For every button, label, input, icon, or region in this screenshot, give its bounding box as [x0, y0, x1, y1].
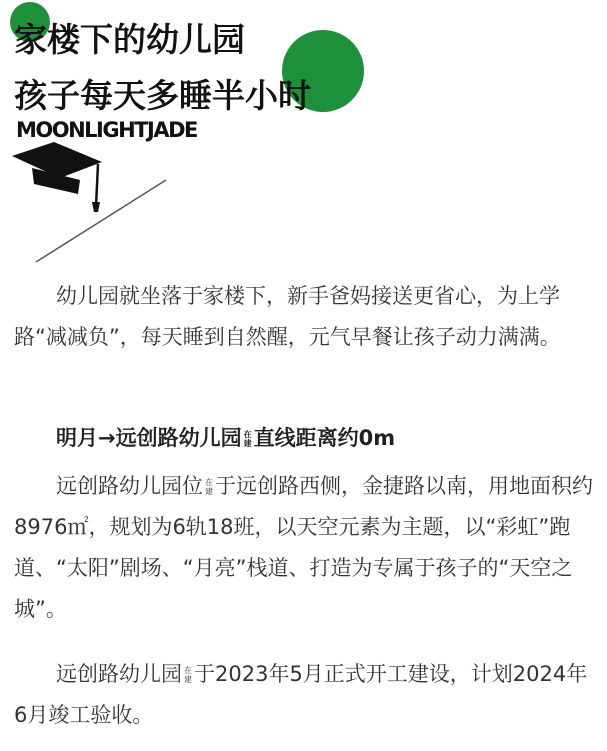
route-prefix: 明月→远创路幼儿园 [56, 426, 242, 450]
route-distance-line [56, 422, 395, 452]
brand-wordmark: MOONLIGHTJADE [16, 118, 197, 142]
schedule-suffix: 于2023年5月正式开工建设，计划2024年6月竣工验收。 [14, 662, 588, 727]
location-suffix: 于远创路西侧，金捷路以南，用地面积约8976㎡，规划为6轨18班，以天空元素为主题，以“彩虹”跑道、“太阳”剧场、“月亮”栈道、打造为专属于孩子的“天空之城”。 [14, 474, 593, 621]
graduation-cap-icon [10, 138, 110, 218]
under-construction-tag: 在 建 [184, 666, 192, 684]
paragraph-location [14, 466, 594, 630]
headline-line-2: 孩子每天多睡半小时 [14, 76, 311, 115]
paragraph-schedule [14, 654, 594, 736]
under-construction-tag: 在 建 [243, 430, 252, 448]
under-construction-tag: 在 建 [205, 478, 213, 496]
paragraph-intro: 幼儿园就坐落于家楼下，新手爸妈接送更省心，为上学路“减减负”，每天睡到自然醒，元气早餐让孩子动力满满。 [14, 284, 561, 349]
location-prefix: 远创路幼儿园位 [56, 474, 203, 498]
route-suffix: 直线距离约0m [253, 426, 396, 450]
diagonal-divider-line [0, 0, 607, 270]
schedule-prefix: 远创路幼儿园 [56, 662, 182, 686]
headline-line-1: 家楼下的幼儿园 [14, 20, 245, 59]
